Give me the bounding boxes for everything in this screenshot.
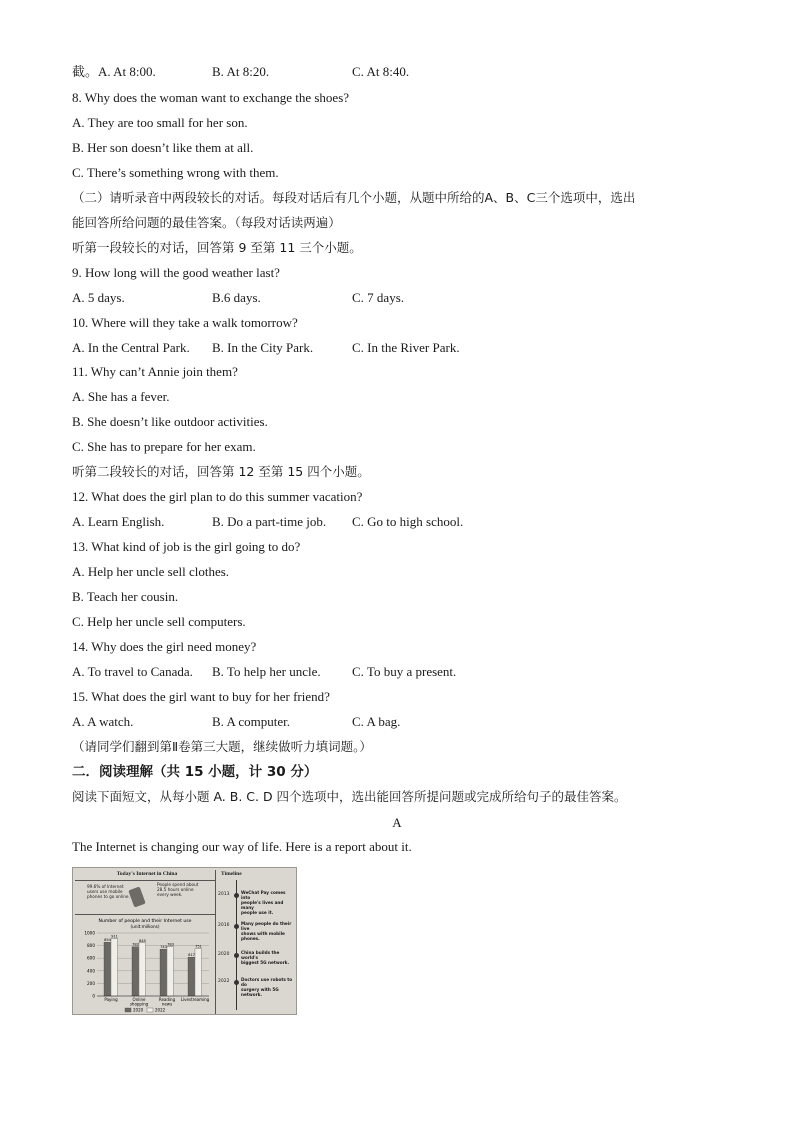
timeline-event xyxy=(241,950,296,965)
listening-note: （请同学们翻到第Ⅱ卷第三大题，继续做听力填词题。） xyxy=(72,739,372,754)
timeline-event-line: phones. xyxy=(241,936,260,941)
stat-mobile-line3: phones to go online. xyxy=(87,894,130,899)
timeline-event-line: Doctors use robots to do xyxy=(241,977,293,987)
section-heading: 二．阅读理解（共 15 小题，计 30 分） xyxy=(72,764,318,780)
dialog2-instructions: 听第二段较长的对话，回答第 12 至第 15 四个小题。 xyxy=(72,464,370,479)
timeline-event-line: biggest 5G network. xyxy=(241,960,290,965)
q10-option-b: B. In the City Park. xyxy=(212,340,314,355)
figure-stats-rule xyxy=(75,914,215,915)
legend-swatch-2022 xyxy=(147,1008,153,1012)
q10-question: 10. Where will they take a walk tomorrow? xyxy=(72,315,298,330)
q10-option-c: C. In the River Park. xyxy=(352,340,460,355)
stat-mobile-line1: 99.6% of Internet xyxy=(87,884,124,889)
q7-option-b: B. At 8:20. xyxy=(212,64,270,79)
bar-2020-2 xyxy=(160,949,167,996)
q12-option-b: B. Do a part-time job. xyxy=(212,514,327,529)
q13-option-b: B. Teach her cousin. xyxy=(72,589,179,604)
stat-mobile-users xyxy=(87,884,130,899)
figure-title-rule xyxy=(75,880,215,881)
part2-instructions-line1: （二）请听录音中两段较长的对话。每段对话后有几个小题，从题中所给的A、B、C三个选项中，选出 xyxy=(72,190,636,205)
timeline-title: Timeline xyxy=(221,871,242,877)
q12-option-a: A. Learn English. xyxy=(72,514,165,529)
timeline-event-line: people's lives and many xyxy=(241,900,284,910)
bar-value-label: 911 xyxy=(111,934,118,939)
chart-ytick-label: 600 xyxy=(87,955,95,961)
bar-2022-1 xyxy=(139,943,146,996)
chart-ytick-label: 0 xyxy=(92,993,95,999)
category-label: Paying xyxy=(104,997,118,1002)
timeline-event-line: WeChat Pay comes into xyxy=(241,890,286,900)
q15-question: 15. What does the girl want to buy for her friend? xyxy=(72,689,330,704)
q13-question: 13. What kind of job is the girl going to do? xyxy=(72,539,301,554)
bar-value-label: 751 xyxy=(195,944,202,949)
timeline-year: 2022 xyxy=(218,979,230,984)
timeline-event xyxy=(241,921,296,941)
internet-report-figure xyxy=(72,867,297,1015)
bar-2020-0 xyxy=(104,942,111,996)
timeline-event-line: shows with mobile xyxy=(241,931,285,936)
timeline-year: 2016 xyxy=(218,923,230,928)
bar-value-label: 782 xyxy=(132,942,139,947)
bar-value-label: 845 xyxy=(139,938,146,943)
q14-option-b: B. To help her uncle. xyxy=(212,664,321,679)
legend-label-2022: 2022 xyxy=(155,1007,166,1013)
q9-option-b: B.6 days. xyxy=(212,290,261,305)
timeline-event xyxy=(241,890,296,915)
timeline-event-line: surgery with 5G network. xyxy=(241,987,279,997)
bar-value-label: 854 xyxy=(104,938,111,943)
timeline-event-line: Many people do their live xyxy=(241,921,292,931)
part2-instructions-line2: 能回答所给问题的最佳答案。（每段对话读两遍） xyxy=(72,215,341,230)
figure-divider xyxy=(215,870,216,1014)
bar-2022-3 xyxy=(195,949,202,996)
timeline-event-line: China builds the world's xyxy=(241,950,280,960)
timeline-event xyxy=(241,977,296,997)
q12-option-c: C. Go to high school. xyxy=(352,514,464,529)
q14-option-a: A. To travel to Canada. xyxy=(72,664,193,679)
q8-option-c: C. There’s something wrong with them. xyxy=(72,165,279,180)
timeline-dot xyxy=(234,980,239,985)
bar-value-label: 617 xyxy=(188,953,195,958)
q7-option-c: C. At 8:40. xyxy=(352,64,410,79)
stat-hours-line1: People spend about xyxy=(157,882,199,887)
category-label: shopping xyxy=(129,1001,149,1007)
q9-question: 9. How long will the good weather last? xyxy=(72,265,280,280)
bar-2022-0 xyxy=(111,939,118,996)
stat-mobile-line2: users use mobile xyxy=(87,889,123,894)
q8-question: 8. Why does the woman want to exchange the shoes? xyxy=(72,90,350,105)
category-label: Livestreaming xyxy=(180,997,210,1002)
stat-hours-line3: every week. xyxy=(157,892,183,897)
mobile-phone-icon xyxy=(128,886,145,907)
timeline-dot xyxy=(234,893,239,898)
stat-hours-line2: 28.5 hours online xyxy=(157,887,194,892)
chart-ytick-label: 200 xyxy=(87,980,95,986)
chart-ytick-label: 800 xyxy=(87,943,95,949)
q15-option-b: B. A computer. xyxy=(212,714,290,729)
q13-option-c: C. Help her uncle sell computers. xyxy=(72,614,246,629)
bar-value-label: 743 xyxy=(160,945,167,950)
legend-swatch-2020 xyxy=(125,1008,131,1012)
q13-option-a: A. Help her uncle sell clothes. xyxy=(72,564,230,579)
timeline-axis xyxy=(236,880,237,1010)
q9-option-c: C. 7 days. xyxy=(352,290,404,305)
timeline-year: 2013 xyxy=(218,892,230,897)
q14-option-c: C. To buy a present. xyxy=(352,664,457,679)
q7-option-a: 截。A. At 8:00. xyxy=(72,64,156,79)
q11-question: 11. Why can’t Annie join them? xyxy=(72,364,238,379)
q15-option-c: C. A bag. xyxy=(352,714,401,729)
q8-option-a: A. They are too small for her son. xyxy=(72,115,248,130)
internet-use-bar-chart xyxy=(75,916,215,1014)
q9-option-a: A. 5 days. xyxy=(72,290,125,305)
dialog1-instructions: 听第一段较长的对话，回答第 9 至第 11 三个小题。 xyxy=(72,240,362,255)
passage-intro: The Internet is changing our way of life. Here is a report about it. xyxy=(72,839,412,854)
timeline-event-line: people use it. xyxy=(241,910,274,915)
legend-label-2020: 2020 xyxy=(133,1007,144,1013)
timeline-dot xyxy=(234,924,239,929)
q8-option-b: B. Her son doesn’t like them at all. xyxy=(72,140,254,155)
q11-option-a: A. She has a fever. xyxy=(72,389,170,404)
chart-ytick-label: 1000 xyxy=(84,930,95,936)
bar-2020-1 xyxy=(132,947,139,996)
bar-value-label: 783 xyxy=(167,942,174,947)
timeline-year: 2020 xyxy=(218,952,230,957)
category-label: news xyxy=(161,1001,173,1007)
chart-title: Number of people and their Internet use xyxy=(98,919,192,924)
chart-ytick-label: 400 xyxy=(87,968,95,974)
bar-2020-3 xyxy=(188,957,195,996)
figure-title: Today's Internet in China xyxy=(116,871,178,877)
q12-question: 12. What does the girl plan to do this summer vacation? xyxy=(72,489,363,504)
category-label: Reading xyxy=(158,997,176,1002)
q11-option-c: C. She has to prepare for her exam. xyxy=(72,439,256,454)
timeline-dot xyxy=(234,953,239,958)
q15-option-a: A. A watch. xyxy=(72,714,134,729)
stat-hours-online xyxy=(157,882,198,897)
q11-option-b: B. She doesn’t like outdoor activities. xyxy=(72,414,268,429)
chart-ylabel: (unit:millions) xyxy=(130,924,160,929)
bar-2022-2 xyxy=(167,947,174,996)
category-label: Online xyxy=(132,997,146,1002)
reading-instructions: 阅读下面短文，从每小题 A. B. C. D 四个选项中，选出能回答所提问题或完成所给句子的最佳答案。 xyxy=(72,789,627,804)
passage-label: A xyxy=(392,815,402,830)
q10-option-a: A. In the Central Park. xyxy=(72,340,190,355)
q14-question: 14. Why does the girl need money? xyxy=(72,639,257,654)
